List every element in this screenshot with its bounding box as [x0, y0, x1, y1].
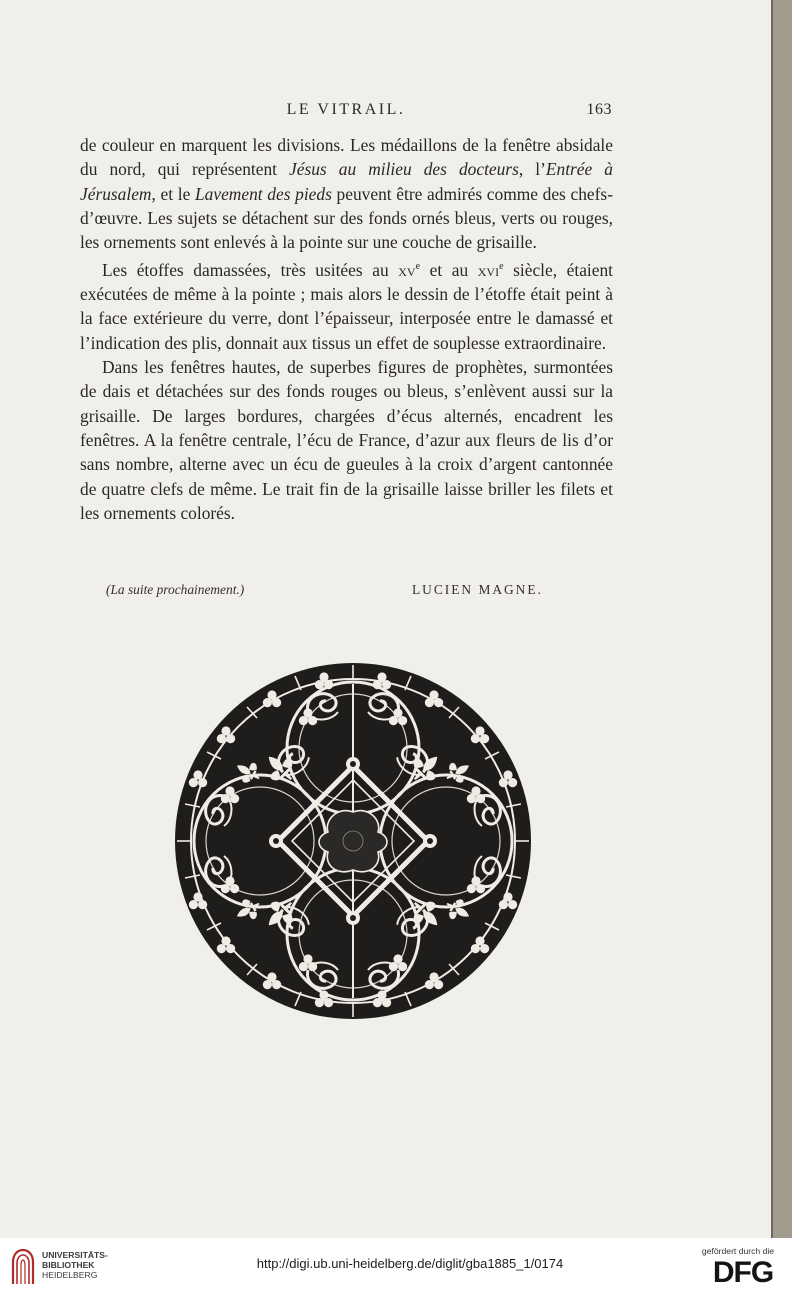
rose-center-medallion [319, 811, 387, 872]
p1-italic-3: Lavement des pieds [195, 183, 332, 204]
p1-text-2: , l’ [518, 159, 546, 180]
p2-text-3: siècle, étaient exécutées de même à la pointe ; mais alors le dessin de l’étoffe était peint à la face extérieure du verre, dont l’épaisseur, interposée entre le damassé et l’indication des plis, donnait aux tissus un effet de souplesse extraordinaire. [80, 259, 613, 353]
p2-text-2: et au [420, 259, 478, 280]
page-number: 163 [586, 101, 612, 118]
author-name: LUCIEN MAGNE. [412, 582, 543, 597]
p1-text-4: peuvent être admirés comme des chefs-d’œuvre. Les sujets se détachent sur des fonds ornés bleus, verts ou rouges, les ornements sont enlevés à la pointe sur une couche de grisaille. [80, 183, 613, 253]
p2-sup-2: e [499, 260, 504, 272]
running-title: LE VITRAIL. [286, 101, 406, 118]
p2-sup-1: e [415, 260, 421, 272]
page-edge [771, 0, 792, 1238]
p1-text-1: de couleur en marquent les divisions. Les médaillons de la fenêtre absidale du nord, qui représentent [80, 135, 613, 180]
paragraph-2 [80, 255, 613, 355]
dfg-logo: DFG [712, 1256, 774, 1289]
paragraph-1 [80, 133, 613, 255]
article-text [80, 133, 613, 525]
p2-text-1: Les étoffes damassées, très usitées au [102, 259, 399, 280]
running-header [80, 101, 612, 125]
library-name-line-2: BIBLIOTHEK [42, 1260, 95, 1270]
p2-century-1: xv [398, 259, 416, 280]
p2-century-2: xvi [477, 259, 500, 280]
library-name [42, 1250, 142, 1280]
library-name-line-3: HEIDELBERG [42, 1270, 98, 1280]
signature-line [80, 582, 613, 604]
p1-italic-2: Entrée à Jérusalem [80, 159, 613, 204]
continuation-note: (La suite prochainement.) [106, 582, 245, 597]
permalink-url[interactable]: http://digi.ub.uni-heidelberg.de/diglit/gba1885_1/0174 [256, 1256, 564, 1271]
university-library-seal-icon [10, 1248, 36, 1286]
paragraph-3: Dans les fenêtres hautes, de superbes figures de prophètes, surmontées de dais et détachées sur des fonds rouges ou bleus, s’enlèvent aussi sur la grisaille. De larges bordures, chargées d’écus alternés, encadrent les fenêtres. A la fenêtre centrale, l’écu de France, d’azur aux fleurs de lis d’or sans nombre, alterne avec un écu de gueules à la croix d’argent cantonnée de quatre clefs de même. Le trait fin de la grisaille laisse briller les filets et les ornements colorés. [80, 356, 613, 523]
p1-italic-1: Jésus au milieu des docteurs [289, 159, 519, 180]
rose-window-illustration [172, 660, 534, 1022]
funding-label: gefördert durch die [701, 1246, 775, 1256]
library-name-line-1: UNIVERSITÄTS- [42, 1250, 108, 1260]
page-edge-line [771, 0, 773, 1238]
p1-text-3: , et le [151, 183, 195, 204]
